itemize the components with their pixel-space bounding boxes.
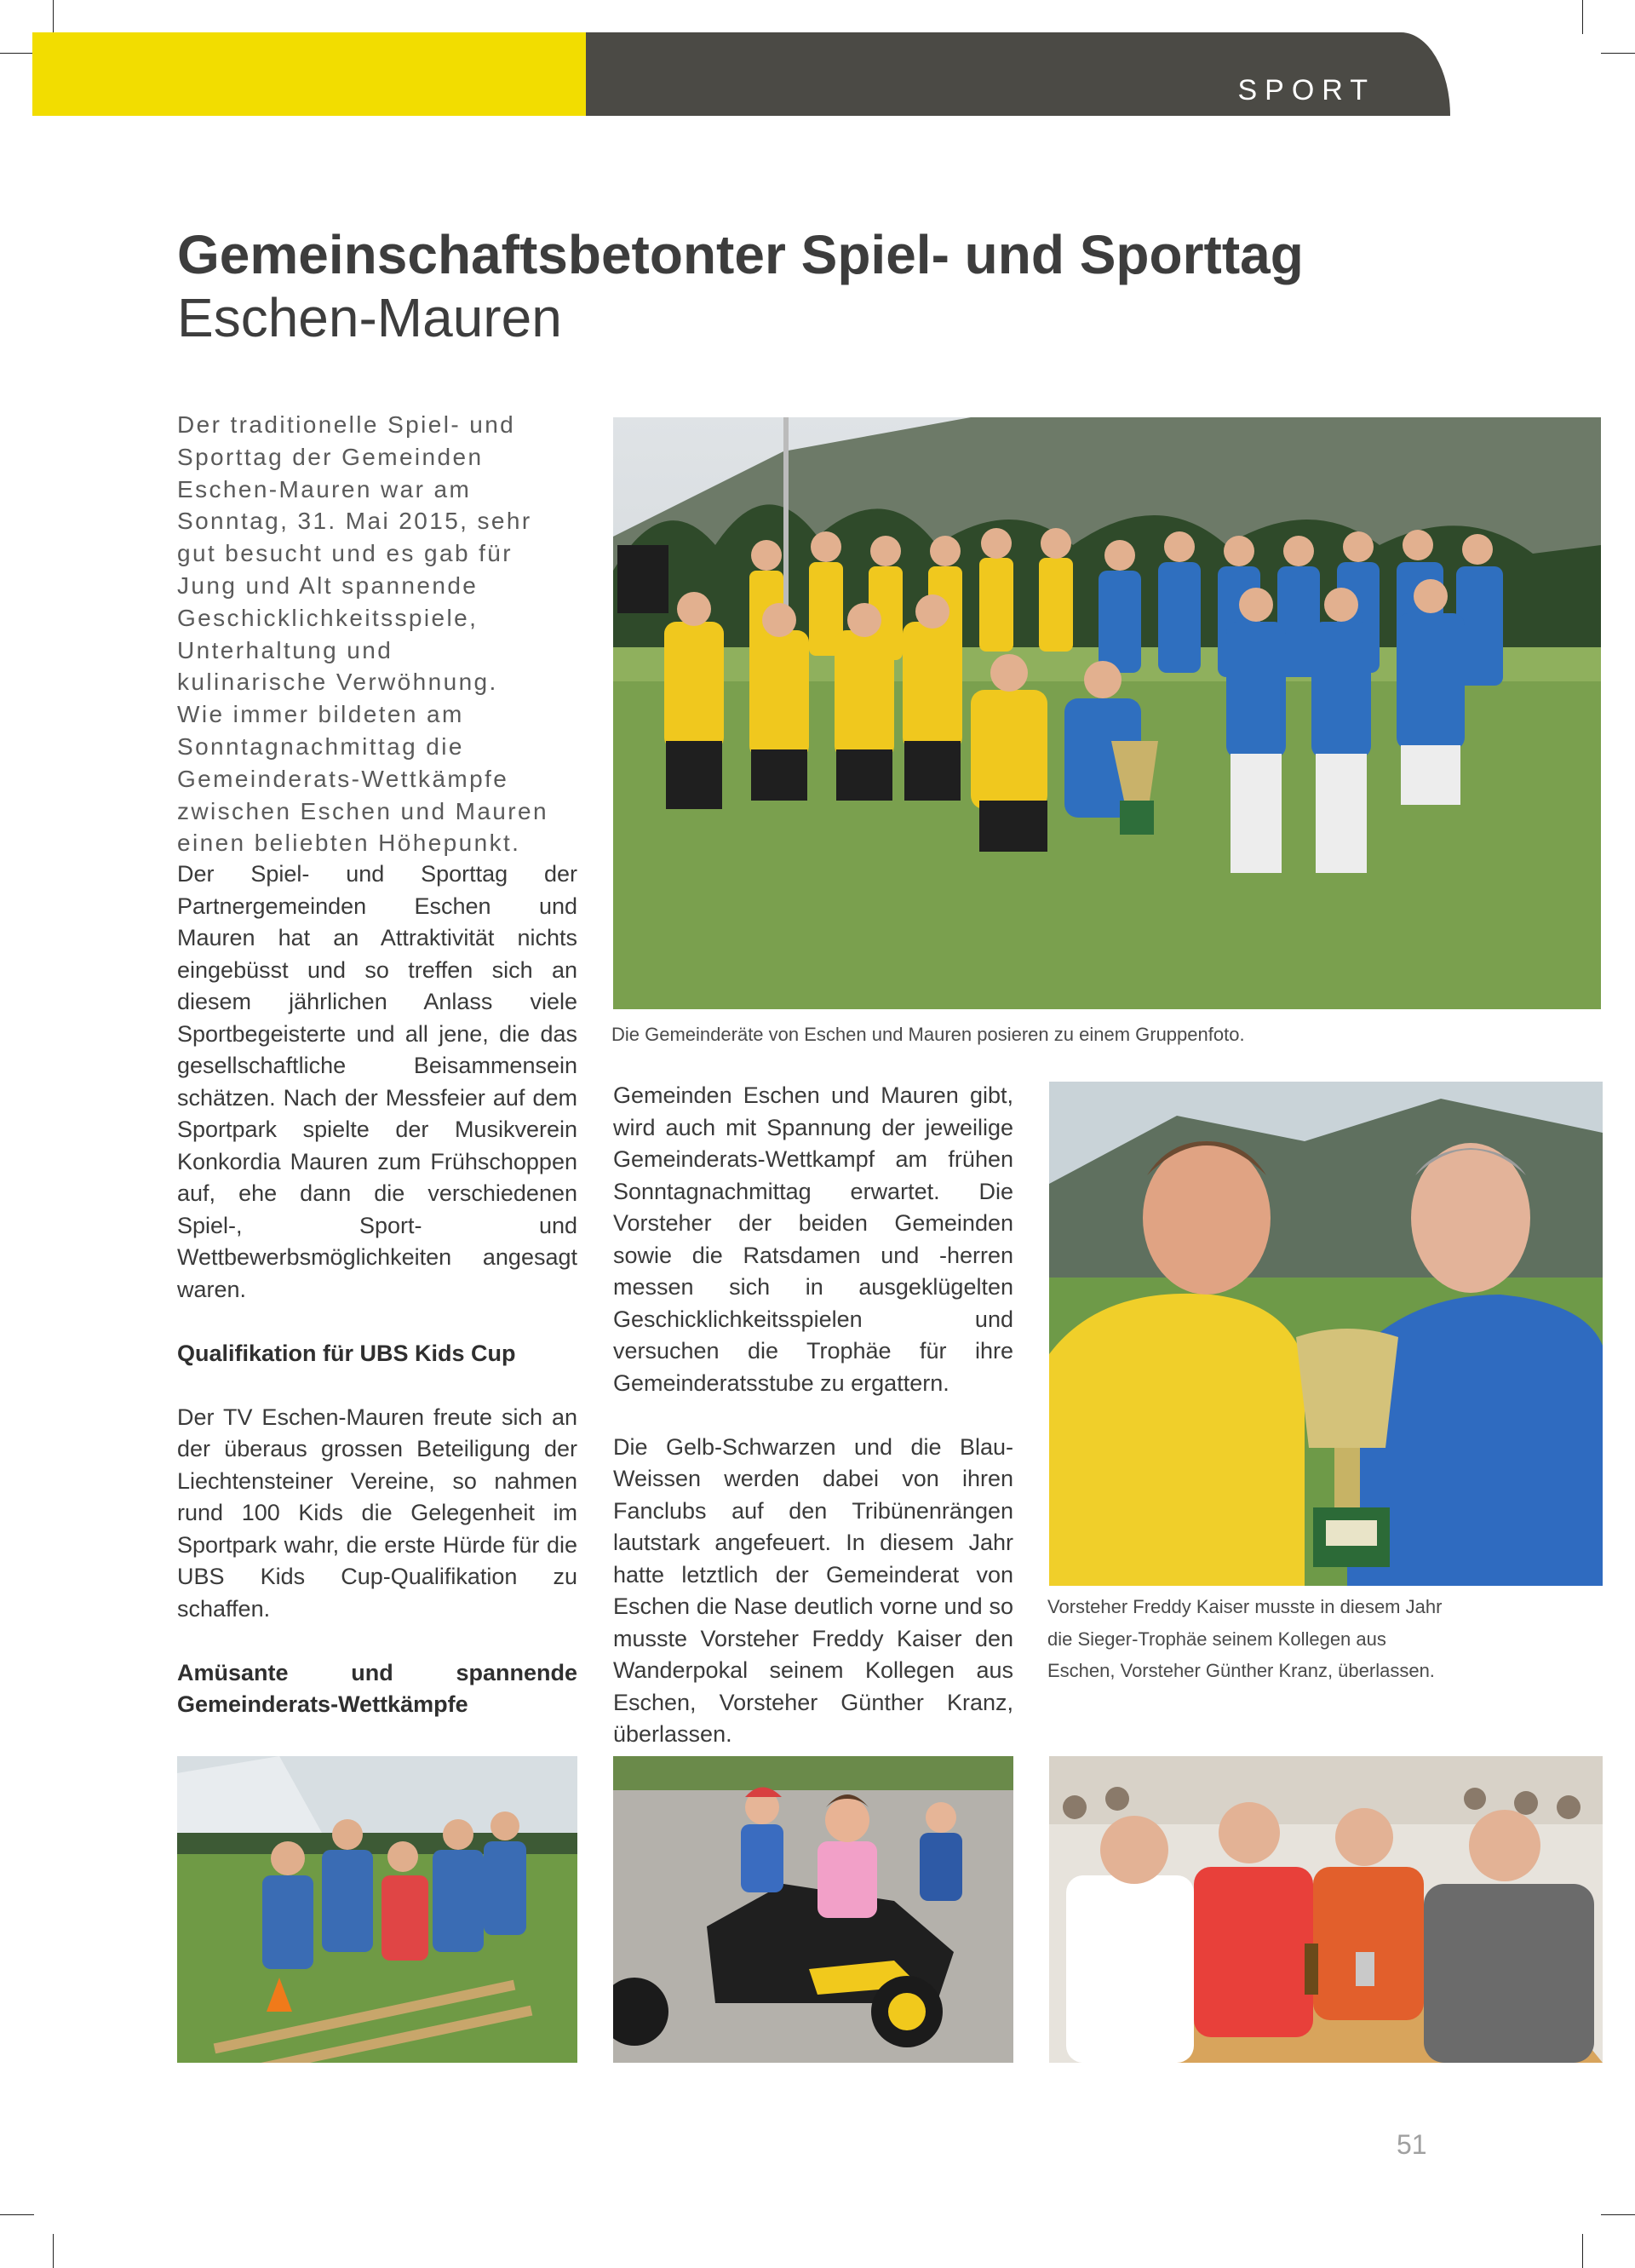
group-photo	[613, 417, 1601, 1009]
article-column-1	[177, 858, 577, 1785]
article-subtitle: Eschen-Mauren	[177, 287, 562, 348]
group-photo-caption: Die Gemeinderäte von Eschen und Mauren posieren zu einem Gruppenfoto.	[611, 1024, 1245, 1045]
page-number: 51	[1397, 2129, 1427, 2160]
go-kart-photo	[613, 1756, 1013, 2063]
crop-mark	[1601, 2214, 1635, 2215]
section-heading: Amüsante und spannende Gemeinderats-Wettkämpfe	[177, 1659, 577, 1717]
festival-table-photo	[1049, 1756, 1603, 2063]
paragraph: Die Gelb-Schwarzen und die Blau-Weissen werden dabei von ihren Fanclubs auf den Tribünenrängen lautstark angefeuert. In diesem Jahr hatte letztlich der Gemeinderat von Eschen die Nase deutlich vorne und so musste Vorsteher Freddy Kaiser den Wanderpokal seinem Kollegen aus Eschen, Vorsteher Günther Kranz, überlassen.	[613, 1433, 1013, 1747]
crop-mark	[53, 2234, 54, 2268]
crop-mark	[0, 2214, 34, 2215]
trophy-photo	[1049, 1082, 1603, 1586]
relay-game-photo	[177, 1756, 577, 2063]
header-accent-bar	[32, 32, 586, 116]
crop-mark	[1582, 2234, 1583, 2268]
crop-mark	[1601, 53, 1635, 54]
section-label: SPORT	[1237, 74, 1375, 106]
article-column-2	[613, 1080, 1013, 1751]
crop-mark	[53, 0, 54, 34]
crop-mark	[1582, 0, 1583, 34]
section-heading: Qualifikation für UBS Kids Cup	[177, 1340, 516, 1366]
article-title: Gemeinschaftsbetonter Spiel- und Sporttag	[177, 224, 1304, 285]
crop-mark	[0, 53, 34, 54]
article-lead: Der traditionelle Spiel- und Sporttag der Gemeinden Eschen-Mauren war am Sonntag, 31. Mai 2015, sehr gut besucht und es gab für Jung und Alt spannende Geschicklichkeitsspiele, Unterhaltung und kulinarische Verwöhnung. Wie immer bildeten am Sonntagnachmittag die Gemeinderats-Wettkämpfe zwischen Eschen und Mauren einen beliebten Höhepunkt.	[177, 411, 548, 857]
trophy-photo-caption: Vorsteher Freddy Kaiser musste in diesem Jahr die Sieger-Trophäe seinem Kollegen aus Eschen, Vorsteher Günther Kranz, überlassen.	[1047, 1596, 1443, 1681]
paragraph: Der Spiel- und Sporttag der Partnergemeinden Eschen und Mauren hat an Attraktivität nichts eingebüsst und so treffen sich an diesem jährlichen Anlass viele Sportbegeisterte und all jene, die das gesellschaftliche Beisammensein schätzen. Nach der Messfeier auf dem Sportpark spielte der Musikverein Konkordia Mauren zum Frühschoppen auf, ehe dann die verschiedenen Spiel-, Sport- und Wettbewerbsmöglichkeiten angesagt waren.	[177, 861, 577, 1302]
paragraph: Der TV Eschen-Mauren freute sich an der überaus grossen Beteiligung der Liechtensteiner Vereine, so nahmen rund 100 Kids die Gelegenheit im Sportpark wahr, die erste Hürde für die UBS Kids Cup-Qualifikation zu schaffen.	[177, 1404, 577, 1622]
paragraph: Gemeinden Eschen und Mauren gibt, wird auch mit Spannung der jeweilige Gemeinderats-Wettkampf am frühen Sonntagnachmittag erwartet. Die Vorsteher der beiden Gemeinden sowie die Ratsdamen und -herren messen sich in ausgeklügelten Geschicklichkeitsspielen und versuchen die Trophäe für ihre Gemeinderatsstube zu ergattern.	[613, 1082, 1013, 1396]
